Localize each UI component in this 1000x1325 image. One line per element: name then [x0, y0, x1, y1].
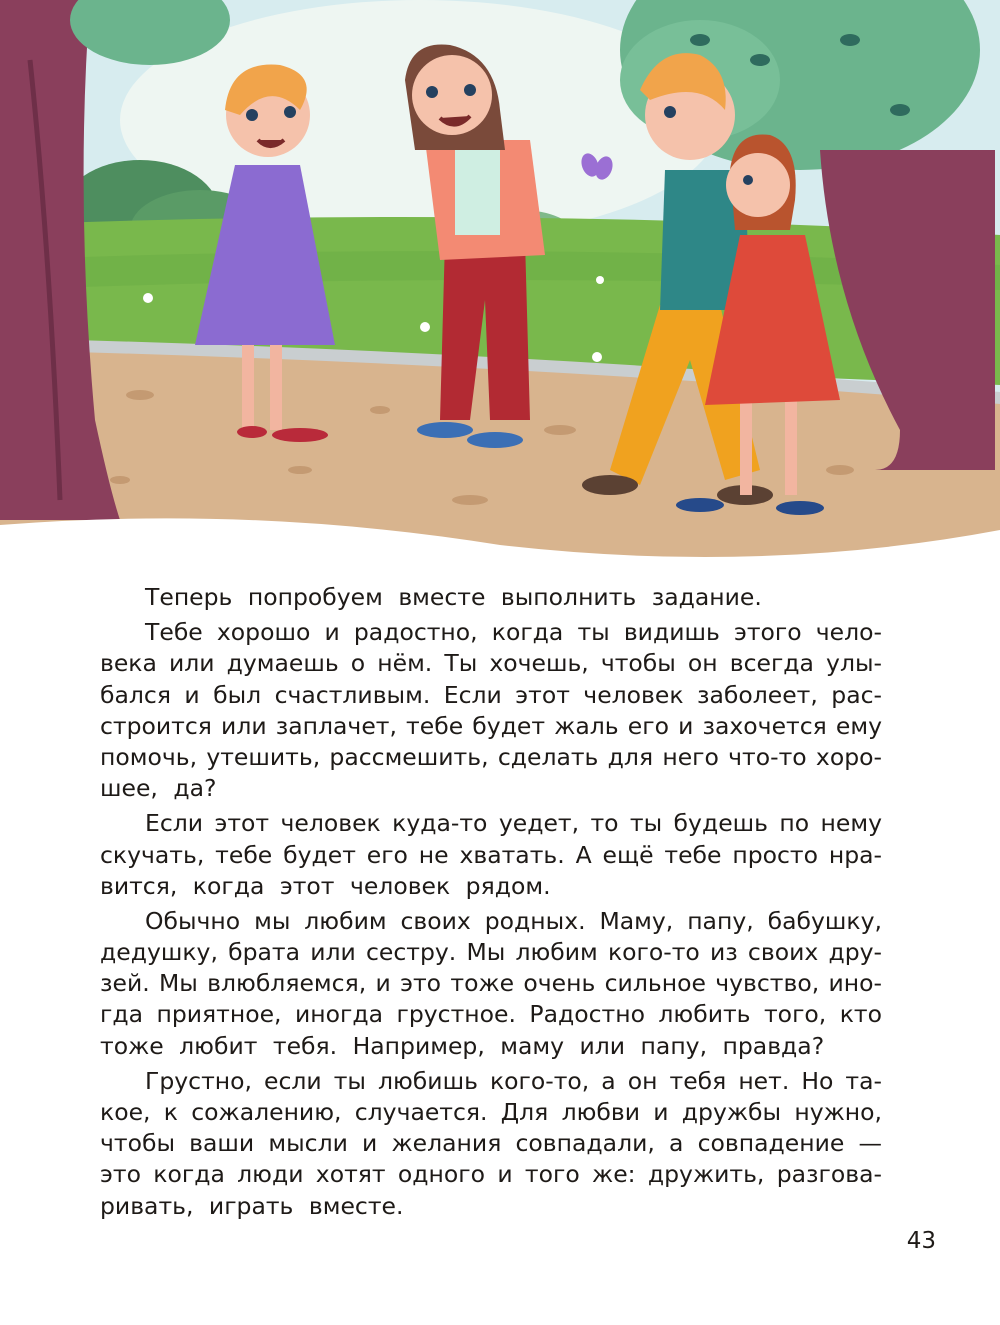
text-line: кое, к сожалению, случается. Для любви и дружбы нужно, — [100, 1098, 882, 1126]
text-line: помочь, утешить, рассмешить, сделать для него что-то хоро- — [100, 742, 882, 771]
paragraph — [100, 617, 882, 804]
text-line: Если этот человек куда-то уедет, то ты будешь по нему — [145, 809, 882, 838]
text-line: бался и был счастливым. Если этот человек заболеет, рас- — [100, 680, 882, 709]
text-line: ривать, играть вместе. — [100, 1191, 404, 1220]
paragraph — [100, 1066, 882, 1222]
text-line: тоже любит тебя. Например, маму или папу, правда? — [100, 1031, 825, 1060]
paragraph — [100, 906, 882, 1062]
text-line: Обычно мы любим своих родных. Маму, папу, бабушку, — [145, 906, 882, 935]
page-number: 43 — [906, 1228, 936, 1254]
paragraph — [100, 582, 882, 613]
text-line: Тебе хорошо и радостно, когда ты видишь этого чело- — [145, 618, 882, 647]
text-line: чтобы ваши мысли и желания совпадали, а совпадение — — [100, 1129, 882, 1158]
text-line: века или думаешь о нём. Ты хочешь, чтобы он всегда улы- — [100, 649, 882, 678]
text-line: Теперь попробуем вместе выполнить задание. — [145, 583, 762, 611]
text-line: гда приятное, иногда грустное. Радостно любить того, кто — [100, 1000, 882, 1029]
text-line: зей. Мы влюбляемся, и это тоже очень сильное чувство, ино- — [100, 969, 882, 998]
text-line: скучать, тебе будет его не хватать. А ещё тебе просто нра- — [100, 840, 882, 869]
text-line: дедушку, брата или сестру. Мы любим кого-то из своих дру- — [100, 938, 882, 967]
text-line: шее, да? — [100, 774, 217, 803]
park-illustration — [0, 0, 1000, 560]
text-line: вится, когда этот человек рядом. — [100, 871, 551, 900]
text-line: Грустно, если ты любишь кого-то, а он тебя нет. Но та- — [145, 1066, 882, 1095]
body-text — [100, 582, 882, 1226]
text-line: строится или заплачет, тебе будет жаль его и захочется ему — [100, 711, 882, 740]
paragraph — [100, 808, 882, 902]
text-line: это когда люди хотят одного и того же: дружить, разгова- — [100, 1160, 882, 1189]
